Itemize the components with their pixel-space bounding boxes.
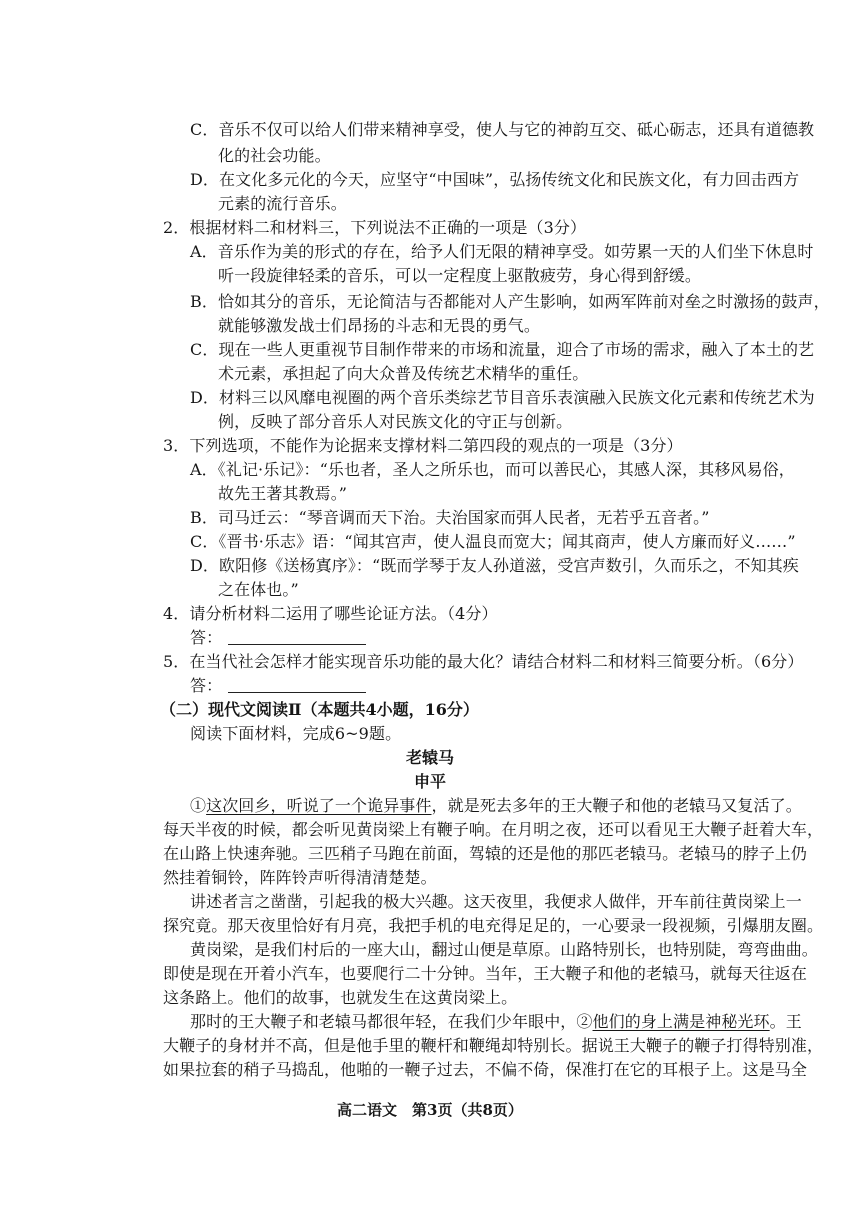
story-p1-line: 然挂着铜铃，阵阵铃声听得清清楚楚。 — [163, 868, 437, 887]
story-p1-first-line — [190, 794, 802, 818]
q5-answer-blank[interactable] — [228, 676, 366, 693]
story-p4-line: 大鞭子的身材并不高，但是他手里的鞭杆和鞭绳却特别长。据说王大鞭子的鞭子打得特别准， — [163, 1036, 824, 1055]
q2-option-b-line1: B．恰如其分的音乐，无论简洁与否都能对人产生影响，如两军阵前对垒之时激扬的鼓声， — [190, 292, 830, 311]
story-p2-line: 讲述者言之凿凿，引起我的极大兴趣。这天夜里，我便求人做伴，开车前往黄岗梁上一 — [190, 892, 802, 911]
story-title: 老辕马 — [405, 748, 454, 767]
q5-stem: 5．在当代社会怎样才能实现音乐功能的最大化？请结合材料二和材料三简要分析。（6分） — [163, 652, 804, 671]
q3-option-a-line2: 故先王著其教焉。” — [218, 484, 348, 503]
annotation-marker-1: ① — [190, 796, 207, 815]
q3-stem: 3．下列选项，不能作为论据来支撑材料二第四段的观点的一项是（3分） — [163, 436, 683, 455]
underlined-phrase-2: 他们的身上满是神秘光环 — [592, 1012, 770, 1031]
q3-option-d-line1: D．欧阳修《送杨寘序》：“既而学琴于友人孙道滋，受宫声数引，久而乐之，不知其疾 — [190, 556, 799, 575]
q4-answer-blank[interactable] — [228, 628, 366, 645]
q1-option-c-line1: C．音乐不仅可以给人们带来精神享受，使人与它的神韵互交、砥心砺志，还具有道德教 — [190, 120, 815, 139]
q3-option-d-line2: 之在体也。” — [218, 580, 299, 599]
story-p2-line: 探究竟。那天夜里恰好有月亮，我把手机的电充得足足的，一心要录一段视频，引爆朋友圈。 — [163, 916, 824, 935]
q3-option-b: B．司马迁云：“琴音调而天下治。夫治国家而弭人民者，无若乎五音者。” — [190, 508, 710, 527]
q2-option-b-line2: 就能够激发战士们昂扬的斗志和无畏的勇气。 — [218, 316, 541, 335]
q1-option-c-line2: 化的社会功能。 — [218, 146, 331, 165]
q2-stem: 2．根据材料二和材料三，下列说法不正确的一项是（3分） — [163, 218, 587, 237]
q4-answer-row — [190, 626, 366, 650]
section2-heading: （二）现代文阅读Ⅱ（本题共4小题，16分） — [160, 700, 479, 719]
q2-option-d-line2: 例，反映了部分音乐人对民族文化的守正与创新。 — [218, 412, 573, 431]
q4-stem: 4．请分析材料二运用了哪些论证方法。（4分） — [163, 604, 498, 623]
story-p4-part-a: 那时的王大鞭子和老辕马都很年轻，在我们少年眼中， — [190, 1012, 577, 1031]
annotation-marker-2: ② — [576, 1012, 593, 1031]
story-author: 申平 — [413, 772, 446, 791]
q5-answer-row — [190, 674, 366, 698]
q4-answer-label: 答： — [190, 628, 223, 647]
q1-option-d-line1: D．在文化多元化的今天，应坚守“中国味”，弘扬传统文化和民族文化，有力回击西方 — [190, 170, 800, 189]
page-footer: 高二语文 第3页（共8页） — [337, 1101, 523, 1119]
q2-option-d-line1: D．材料三以风靡电视圈的两个音乐类综艺节目音乐表演融入民族文化元素和传统艺术为 — [190, 388, 815, 407]
story-p1-line: 每天半夜的时候，都会听见黄岗梁上有鞭子响。在月明之夜，还可以看见王大鞭子赶着大车， — [163, 820, 824, 839]
q2-option-a-line1: A．音乐作为美的形式的存在，给予人们无限的精神享受。如劳累一天的人们坐下休息时 — [190, 242, 814, 261]
story-p4-line: 如果拉套的稍子马捣乱，他啪的一鞭子过去，不偏不倚，保准打在它的耳根子上。这是马全 — [163, 1060, 808, 1079]
story-p4-part-b: 。王 — [769, 1012, 802, 1031]
story-p1-rest: ，就是死去多年的王大鞭子和他的老辕马又复活了。 — [431, 796, 802, 815]
q2-option-c-line2: 术元素，承担起了向大众普及传统艺术精华的重任。 — [218, 364, 589, 383]
story-p3-line: 这条路上。他们的故事，也就发生在这黄岗梁上。 — [163, 988, 518, 1007]
story-p1-line: 在山路上快速奔驰。三匹稍子马跑在前面，驾辕的还是他的那匹老辕马。老辕马的脖子上仍 — [163, 844, 808, 863]
story-p4-first-line — [190, 1010, 802, 1034]
story-p3-line: 即使是现在开着小汽车，也要爬行二十分钟。当年，王大鞭子和他的老辕马，就每天往返在 — [163, 964, 808, 983]
q5-answer-label: 答： — [190, 676, 223, 695]
underlined-phrase-1: 这次回乡，听说了一个诡异事件 — [206, 796, 432, 815]
q3-option-a-line1: A．《礼记·乐记》：“乐也者，圣人之所乐也，而可以善民心，其感人深，其移风易俗， — [190, 460, 795, 479]
q2-option-c-line1: C．现在一些人更重视节目制作带来的市场和流量，迎合了市场的需求，融入了本土的艺 — [190, 340, 815, 359]
q1-option-d-line2: 元素的流行音乐。 — [218, 194, 347, 213]
q3-option-c: C．《晋书·乐志》语：“闻其宫声，使人温良而宽大；闻其商声，使人方廉而好义……” — [190, 532, 796, 551]
q2-option-a-line2: 听一段旋律轻柔的音乐，可以一定程度上驱散疲劳，身心得到舒缓。 — [218, 266, 702, 285]
section2-instruction: 阅读下面材料，完成6~9题。 — [190, 724, 402, 743]
story-p3-line: 黄岗梁，是我们村后的一座大山，翻过山便是草原。山路特别长，也特别陡，弯弯曲曲。 — [190, 940, 818, 959]
